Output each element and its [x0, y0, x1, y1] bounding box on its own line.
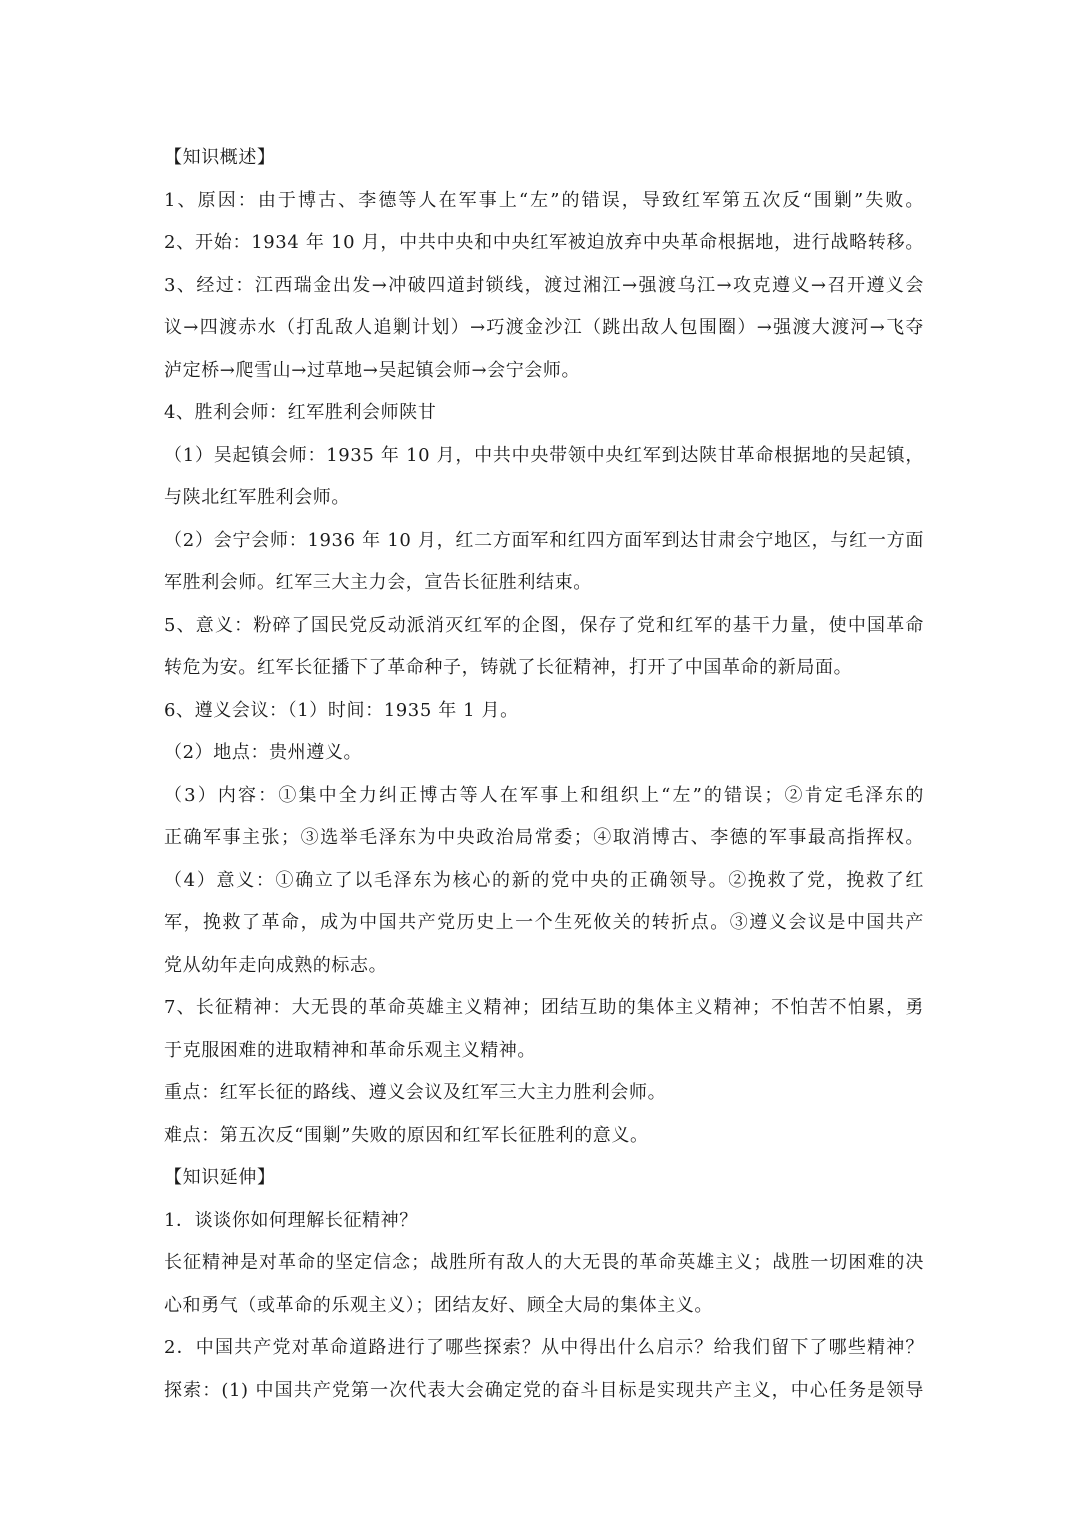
text-line: 长征精神是对革命的坚定信念；战胜所有敌人的大无畏的革命英雄主义；战胜一切困难的决 [164, 1252, 924, 1273]
text-line: 3、经过：江西瑞金出发→冲破四道封锁线，渡过湘江→强渡乌江→攻克遵义→召开遵义会 [164, 274, 924, 296]
text-line: 【知识概述】 [164, 147, 276, 168]
text-line: 泸定桥→爬雪山→过草地→吴起镇会师→会宁会师。 [164, 359, 581, 381]
text-line: （2）地点：贵州遵义。 [164, 742, 363, 763]
text-line: 转危为安。红军长征播下了革命种子，铸就了长征精神，打开了中国革命的新局面。 [164, 657, 853, 678]
text-line: 探索：(1) 中国共产党第一次代表大会确定党的奋斗目标是实现共产主义，中心任务是领导 [164, 1379, 924, 1401]
text-line: 6、遵义会议：（1）时间：1935 年 1 月。 [164, 699, 519, 721]
text-line: 军，挽救了革命，成为中国共产党历史上一个生死攸关的转折点。③遵义会议是中国共产 [164, 912, 924, 933]
text-line: 4、胜利会师：红军胜利会师陕甘 [164, 402, 437, 423]
text-line: 重点：红军长征的路线、遵义会议及红军三大主力胜利会师。 [164, 1082, 667, 1103]
document-body [164, 137, 924, 1412]
text-line: 2．中国共产党对革命道路进行了哪些探索？从中得出什么启示？给我们留下了哪些精神？ [164, 1337, 924, 1358]
text-line: 【知识延伸】 [164, 1167, 276, 1188]
text-line: 1．谈谈你如何理解长征精神？ [164, 1209, 418, 1231]
text-line: 1、原因：由于博古、李德等人在军事上“左”的错误，导致红军第五次反“围剿”失败。 [164, 189, 924, 211]
text-line: 议→四渡赤水（打乱敌人追剿计划）→巧渡金沙江（跳出敌人包围圈）→强渡大渡河→飞夺 [164, 317, 924, 338]
text-line: 与陕北红军胜利会师。 [164, 487, 350, 508]
text-line: （4）意义：①确立了以毛泽东为核心的新的党中央的正确领导。②挽救了党，挽救了红 [164, 869, 924, 891]
text-line: （2）会宁会师：1936 年 10 月，红二方面军和红四方面军到达甘肃会宁地区，与红一方面 [164, 529, 924, 551]
text-line: 党从幼年走向成熟的标志。 [164, 954, 388, 976]
text-line: 军胜利会师。红军三大主力会，宣告长征胜利结束。 [164, 572, 592, 593]
text-line: 心和勇气（或革命的乐观主义）；团结友好、顾全大局的集体主义。 [164, 1294, 713, 1316]
text-line: 7、长征精神：大无畏的革命英雄主义精神；团结互助的集体主义精神；不怕苦不怕累，勇 [164, 997, 924, 1018]
text-line: 难点：第五次反“围剿”失败的原因和红军长征胜利的意义。 [164, 1124, 649, 1146]
text-line: 5、意义：粉碎了国民党反动派消灭红军的企图，保存了党和红军的基干力量，使中国革命 [164, 614, 924, 636]
text-line: 于克服困难的进取精神和革命乐观主义精神。 [164, 1039, 536, 1061]
text-line: （3）内容：①集中全力纠正博古等人在军事上和组织上“左”的错误；②肯定毛泽东的 [164, 784, 924, 806]
text-line: 正确军事主张；③选举毛泽东为中央政治局常委；④取消博古、李德的军事最高指挥权。 [164, 827, 924, 848]
text-line: 2、开始：1934 年 10 月，中共中央和中央红军被迫放弃中央革命根据地，进行战略转移。 [164, 232, 924, 253]
text-line: （1）吴起镇会师：1935 年 10 月，中共中央带领中央红军到达陕甘革命根据地的吴起镇， [164, 444, 924, 466]
